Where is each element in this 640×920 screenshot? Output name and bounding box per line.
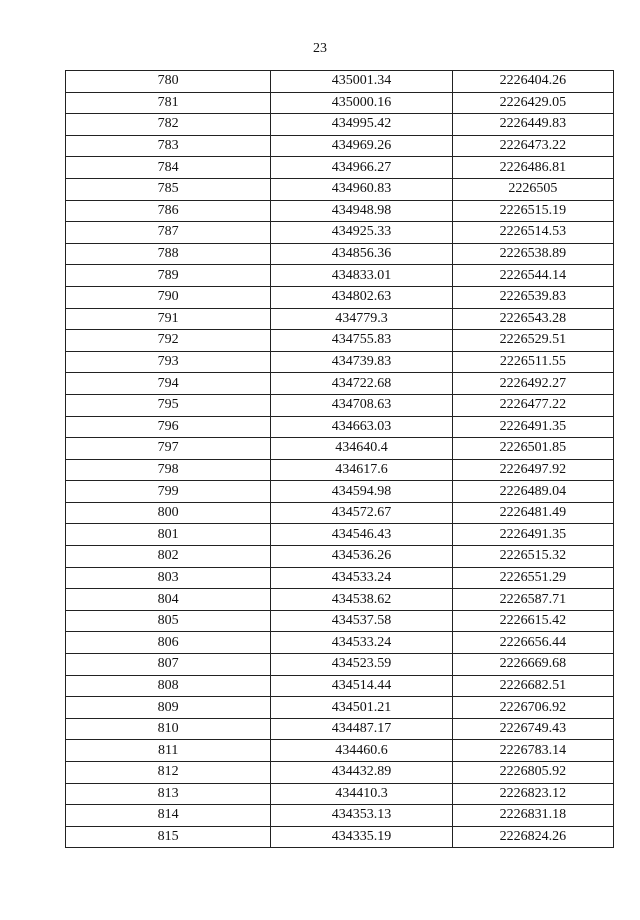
x-coordinate-cell: 434925.33 xyxy=(271,222,452,244)
y-coordinate-cell: 2226543.28 xyxy=(452,308,613,330)
x-coordinate-cell: 434353.13 xyxy=(271,805,452,827)
table-row xyxy=(66,610,614,632)
x-coordinate-cell: 434410.3 xyxy=(271,783,452,805)
y-coordinate-cell: 2226404.26 xyxy=(452,71,613,93)
table-row xyxy=(66,157,614,179)
point-number-cell: 800 xyxy=(66,502,271,524)
y-coordinate-cell: 2226539.83 xyxy=(452,286,613,308)
table-row xyxy=(66,762,614,784)
table-row xyxy=(66,783,614,805)
table-row xyxy=(66,524,614,546)
y-coordinate-cell: 2226544.14 xyxy=(452,265,613,287)
x-coordinate-cell: 434833.01 xyxy=(271,265,452,287)
point-number-cell: 785 xyxy=(66,178,271,200)
point-number-cell: 781 xyxy=(66,92,271,114)
y-coordinate-cell: 2226505 xyxy=(452,178,613,200)
y-coordinate-cell: 2226823.12 xyxy=(452,783,613,805)
y-coordinate-cell: 2226486.81 xyxy=(452,157,613,179)
x-coordinate-cell: 434856.36 xyxy=(271,243,452,265)
y-coordinate-cell: 2226515.19 xyxy=(452,200,613,222)
point-number-cell: 804 xyxy=(66,589,271,611)
table-row xyxy=(66,567,614,589)
y-coordinate-cell: 2226805.92 xyxy=(452,762,613,784)
y-coordinate-cell: 2226473.22 xyxy=(452,135,613,157)
page-number: 23 xyxy=(313,41,327,56)
x-coordinate-cell: 434432.89 xyxy=(271,762,452,784)
table-row xyxy=(66,394,614,416)
point-number-cell: 802 xyxy=(66,546,271,568)
x-coordinate-cell: 434960.83 xyxy=(271,178,452,200)
y-coordinate-cell: 2226481.49 xyxy=(452,502,613,524)
table-row xyxy=(66,589,614,611)
table-row xyxy=(66,438,614,460)
point-number-cell: 794 xyxy=(66,373,271,395)
point-number-cell: 812 xyxy=(66,762,271,784)
point-number-cell: 809 xyxy=(66,697,271,719)
y-coordinate-cell: 2226489.04 xyxy=(452,481,613,503)
table-row xyxy=(66,135,614,157)
table-row xyxy=(66,330,614,352)
x-coordinate-cell: 434640.4 xyxy=(271,438,452,460)
table-row xyxy=(66,546,614,568)
y-coordinate-cell: 2226749.43 xyxy=(452,718,613,740)
x-coordinate-cell: 434533.24 xyxy=(271,632,452,654)
table-row xyxy=(66,826,614,848)
point-number-cell: 806 xyxy=(66,632,271,654)
y-coordinate-cell: 2226492.27 xyxy=(452,373,613,395)
x-coordinate-cell: 434514.44 xyxy=(271,675,452,697)
x-coordinate-cell: 434739.83 xyxy=(271,351,452,373)
point-number-cell: 811 xyxy=(66,740,271,762)
point-number-cell: 783 xyxy=(66,135,271,157)
point-number-cell: 784 xyxy=(66,157,271,179)
table-row xyxy=(66,222,614,244)
point-number-cell: 795 xyxy=(66,394,271,416)
table-row xyxy=(66,243,614,265)
x-coordinate-cell: 434948.98 xyxy=(271,200,452,222)
x-coordinate-cell: 434501.21 xyxy=(271,697,452,719)
point-number-cell: 790 xyxy=(66,286,271,308)
point-number-cell: 791 xyxy=(66,308,271,330)
table-row xyxy=(66,71,614,93)
point-number-cell: 792 xyxy=(66,330,271,352)
point-number-cell: 805 xyxy=(66,610,271,632)
point-number-cell: 796 xyxy=(66,416,271,438)
y-coordinate-cell: 2226656.44 xyxy=(452,632,613,654)
y-coordinate-cell: 2226783.14 xyxy=(452,740,613,762)
x-coordinate-cell: 434966.27 xyxy=(271,157,452,179)
x-coordinate-cell: 434572.67 xyxy=(271,502,452,524)
table-row xyxy=(66,114,614,136)
point-number-cell: 815 xyxy=(66,826,271,848)
y-coordinate-cell: 2226429.05 xyxy=(452,92,613,114)
y-coordinate-cell: 2226511.55 xyxy=(452,351,613,373)
table-row xyxy=(66,416,614,438)
point-number-cell: 810 xyxy=(66,718,271,740)
point-number-cell: 787 xyxy=(66,222,271,244)
y-coordinate-cell: 2226477.22 xyxy=(452,394,613,416)
y-coordinate-cell: 2226514.53 xyxy=(452,222,613,244)
table-row xyxy=(66,481,614,503)
point-number-cell: 803 xyxy=(66,567,271,589)
table-row xyxy=(66,697,614,719)
point-number-cell: 813 xyxy=(66,783,271,805)
point-number-cell: 788 xyxy=(66,243,271,265)
table-row xyxy=(66,178,614,200)
y-coordinate-cell: 2226497.92 xyxy=(452,459,613,481)
table-row xyxy=(66,805,614,827)
table-row xyxy=(66,675,614,697)
x-coordinate-cell: 434722.68 xyxy=(271,373,452,395)
x-coordinate-cell: 434487.17 xyxy=(271,718,452,740)
y-coordinate-cell: 2226831.18 xyxy=(452,805,613,827)
x-coordinate-cell: 434523.59 xyxy=(271,654,452,676)
coordinate-table xyxy=(65,70,614,848)
point-number-cell: 797 xyxy=(66,438,271,460)
point-number-cell: 780 xyxy=(66,71,271,93)
x-coordinate-cell: 434538.62 xyxy=(271,589,452,611)
x-coordinate-cell: 434546.43 xyxy=(271,524,452,546)
point-number-cell: 801 xyxy=(66,524,271,546)
table-row xyxy=(66,740,614,762)
y-coordinate-cell: 2226501.85 xyxy=(452,438,613,460)
x-coordinate-cell: 434617.6 xyxy=(271,459,452,481)
table-row xyxy=(66,373,614,395)
x-coordinate-cell: 434460.6 xyxy=(271,740,452,762)
table-row xyxy=(66,265,614,287)
point-number-cell: 808 xyxy=(66,675,271,697)
y-coordinate-cell: 2226706.92 xyxy=(452,697,613,719)
point-number-cell: 814 xyxy=(66,805,271,827)
table-row xyxy=(66,632,614,654)
table-row xyxy=(66,654,614,676)
x-coordinate-cell: 435000.16 xyxy=(271,92,452,114)
x-coordinate-cell: 435001.34 xyxy=(271,71,452,93)
x-coordinate-cell: 434995.42 xyxy=(271,114,452,136)
y-coordinate-cell: 2226682.51 xyxy=(452,675,613,697)
point-number-cell: 789 xyxy=(66,265,271,287)
y-coordinate-cell: 2226529.51 xyxy=(452,330,613,352)
y-coordinate-cell: 2226491.35 xyxy=(452,416,613,438)
table-row xyxy=(66,459,614,481)
table-body xyxy=(66,71,614,848)
point-number-cell: 798 xyxy=(66,459,271,481)
x-coordinate-cell: 434779.3 xyxy=(271,308,452,330)
point-number-cell: 786 xyxy=(66,200,271,222)
x-coordinate-cell: 434969.26 xyxy=(271,135,452,157)
x-coordinate-cell: 434335.19 xyxy=(271,826,452,848)
table-row xyxy=(66,286,614,308)
y-coordinate-cell: 2226587.71 xyxy=(452,589,613,611)
x-coordinate-cell: 434536.26 xyxy=(271,546,452,568)
x-coordinate-cell: 434663.03 xyxy=(271,416,452,438)
y-coordinate-cell: 2226551.29 xyxy=(452,567,613,589)
point-number-cell: 782 xyxy=(66,114,271,136)
x-coordinate-cell: 434755.83 xyxy=(271,330,452,352)
x-coordinate-cell: 434708.63 xyxy=(271,394,452,416)
table-row xyxy=(66,200,614,222)
y-coordinate-cell: 2226669.68 xyxy=(452,654,613,676)
point-number-cell: 807 xyxy=(66,654,271,676)
table-row xyxy=(66,92,614,114)
y-coordinate-cell: 2226491.35 xyxy=(452,524,613,546)
table-row xyxy=(66,718,614,740)
table-row xyxy=(66,502,614,524)
x-coordinate-cell: 434594.98 xyxy=(271,481,452,503)
table-row xyxy=(66,308,614,330)
y-coordinate-cell: 2226615.42 xyxy=(452,610,613,632)
point-number-cell: 793 xyxy=(66,351,271,373)
x-coordinate-cell: 434537.58 xyxy=(271,610,452,632)
point-number-cell: 799 xyxy=(66,481,271,503)
table-row xyxy=(66,351,614,373)
y-coordinate-cell: 2226515.32 xyxy=(452,546,613,568)
y-coordinate-cell: 2226824.26 xyxy=(452,826,613,848)
y-coordinate-cell: 2226538.89 xyxy=(452,243,613,265)
x-coordinate-cell: 434802.63 xyxy=(271,286,452,308)
x-coordinate-cell: 434533.24 xyxy=(271,567,452,589)
y-coordinate-cell: 2226449.83 xyxy=(452,114,613,136)
